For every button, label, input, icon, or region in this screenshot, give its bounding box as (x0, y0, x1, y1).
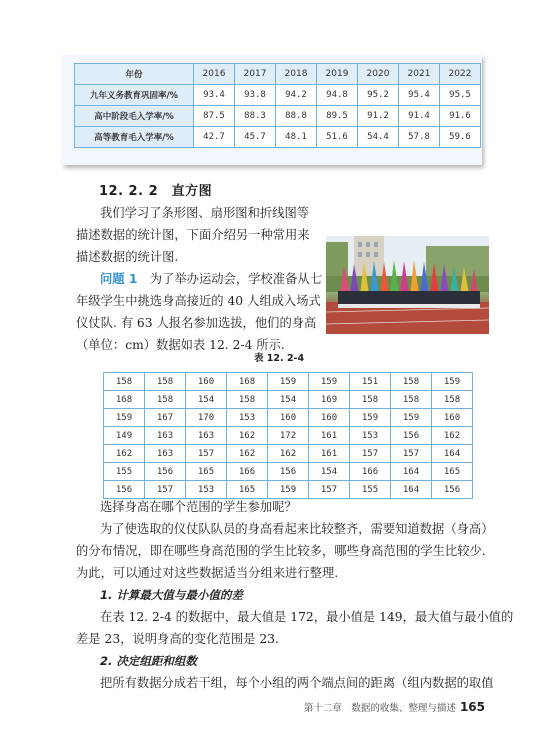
height-cell: 163 (145, 445, 186, 463)
paragraph-line: 在表 12. 2-4 的数据中，最大值是 172，最小值是 149，最大值与最小值的 (100, 610, 514, 624)
height-cell: 154 (309, 463, 350, 481)
value-cell: 93.4 (194, 85, 235, 106)
height-cell: 156 (268, 463, 309, 481)
chapter-title: 第十二章 数据的收集、整理与描述 (303, 703, 456, 714)
height-cell: 165 (432, 463, 473, 481)
value-cell: 51.6 (317, 127, 358, 148)
table-row (104, 409, 473, 427)
enrollment-row (75, 85, 481, 106)
value-cell: 54.4 (358, 127, 399, 148)
height-cell: 160 (186, 373, 227, 391)
table-row (104, 445, 473, 463)
table-caption: 表 12. 2-4 (254, 353, 305, 364)
question-line: 选择身高在哪个范围的学生参加呢？ (100, 500, 297, 514)
value-cell: 91.4 (399, 106, 440, 127)
intro-line: 我们学习了条形图、扇形图和折线图等 (100, 206, 310, 220)
height-cell: 159 (391, 409, 432, 427)
honor-guard-photo-art (326, 236, 489, 334)
paragraph-line: 差是 23，说明身高的变化范围是 23. (76, 632, 279, 646)
paragraph-line: 的分布情况，即在哪些身高范围的学生比较多，哪些身高范围的学生比较少. (76, 544, 486, 558)
height-cell: 156 (104, 481, 145, 499)
value-cell: 59.6 (440, 127, 481, 148)
height-cell: 157 (391, 445, 432, 463)
height-cell: 157 (186, 445, 227, 463)
height-cell: 162 (268, 445, 309, 463)
height-cell: 156 (432, 481, 473, 499)
year-cell: 2016 (194, 64, 235, 85)
page-footer (300, 700, 485, 714)
height-cell: 158 (391, 391, 432, 409)
value-cell: 93.8 (235, 85, 276, 106)
height-cell: 158 (432, 391, 473, 409)
value-cell: 95.5 (440, 85, 481, 106)
value-cell: 48.1 (276, 127, 317, 148)
height-cell: 158 (227, 391, 268, 409)
intro-line: 描述数据的统计图，下面介绍另一种常用来 (76, 228, 310, 242)
height-cell: 168 (227, 373, 268, 391)
height-cell: 157 (145, 481, 186, 499)
problem-line: 仪仗队. 有 63 人报名参加选拔，他们的身高 (76, 316, 317, 330)
height-cell: 155 (104, 463, 145, 481)
intro-line: 描述数据的统计图. (76, 250, 179, 264)
height-cell: 165 (186, 463, 227, 481)
height-cell: 156 (391, 427, 432, 445)
step1-heading: 1. 计算最大值与最小值的差 (100, 588, 243, 602)
table-row (104, 463, 473, 481)
height-cell: 149 (104, 427, 145, 445)
year-cell: 2021 (399, 64, 440, 85)
paragraph-line: 把所有数据分成若干组，每个小组的两个端点间的距离（组内数据的取值 (100, 676, 494, 690)
height-cell: 159 (268, 481, 309, 499)
height-cell: 156 (145, 463, 186, 481)
height-cell: 159 (268, 373, 309, 391)
height-cell: 157 (309, 481, 350, 499)
problem-line: （单位：cm）数据如表 12. 2-4 所示. (76, 338, 285, 352)
row-label: 高等教育毛入学率/% (75, 127, 194, 148)
page-number: 165 (459, 700, 485, 714)
year-cell: 2020 (358, 64, 399, 85)
height-cell: 159 (432, 373, 473, 391)
height-cell: 158 (145, 391, 186, 409)
height-cell: 154 (186, 391, 227, 409)
value-cell: 88.8 (276, 106, 317, 127)
height-cell: 164 (432, 445, 473, 463)
enrollment-table (74, 63, 481, 148)
height-cell: 151 (350, 373, 391, 391)
value-cell: 57.8 (399, 127, 440, 148)
height-cell: 159 (104, 409, 145, 427)
table-row (104, 391, 473, 409)
section-heading (99, 180, 212, 199)
enrollment-table-panel (62, 55, 482, 165)
height-cell: 170 (186, 409, 227, 427)
height-cell: 161 (309, 427, 350, 445)
height-cell: 158 (145, 373, 186, 391)
height-cell: 168 (104, 391, 145, 409)
value-cell: 42.7 (194, 127, 235, 148)
height-cell: 160 (268, 409, 309, 427)
year-cell: 2018 (276, 64, 317, 85)
enrollment-header-row (75, 64, 481, 85)
year-cell: 2017 (235, 64, 276, 85)
height-cell: 165 (227, 481, 268, 499)
height-cell: 157 (350, 445, 391, 463)
height-cell: 159 (350, 409, 391, 427)
value-cell: 89.5 (317, 106, 358, 127)
value-cell: 94.2 (276, 85, 317, 106)
section-title: 直方图 (171, 184, 213, 199)
problem-text: 为了举办运动会，学校准备从七 (149, 272, 322, 286)
step2-heading: 2. 决定组距和组数 (100, 654, 197, 668)
height-cell: 162 (227, 427, 268, 445)
value-cell: 95.4 (399, 85, 440, 106)
honor-guard-photo (326, 236, 489, 334)
height-cell: 158 (104, 373, 145, 391)
height-cell: 161 (309, 445, 350, 463)
height-cell: 160 (432, 409, 473, 427)
value-cell: 88.3 (235, 106, 276, 127)
value-cell: 91.6 (440, 106, 481, 127)
height-cell: 162 (432, 427, 473, 445)
height-cell: 166 (227, 463, 268, 481)
enrollment-row (75, 127, 481, 148)
height-cell: 155 (350, 481, 391, 499)
height-cell: 162 (227, 445, 268, 463)
height-cell: 172 (268, 427, 309, 445)
section-number: 12. 2. 2 (99, 184, 159, 199)
height-cell: 158 (391, 373, 432, 391)
enrollment-header-label: 年份 (75, 64, 194, 85)
height-cell: 153 (227, 409, 268, 427)
height-cell: 164 (391, 463, 432, 481)
paragraph-line: 为此，可以通过对这些数据适当分组来进行整理. (76, 566, 339, 580)
value-cell: 95.2 (358, 85, 399, 106)
height-cell: 164 (391, 481, 432, 499)
height-cell: 153 (186, 481, 227, 499)
height-cell: 153 (350, 427, 391, 445)
year-cell: 2019 (317, 64, 358, 85)
height-cell: 166 (350, 463, 391, 481)
value-cell: 45.7 (235, 127, 276, 148)
paragraph-line: 为了使选取的仪仗队队员的身高看起来比较整齐，需要知道数据（身高） (100, 522, 494, 536)
problem-label: 问题 1 (100, 272, 138, 286)
height-cell: 159 (309, 373, 350, 391)
problem-line: 年级学生中挑选身高接近的 40 人组成入场式 (76, 294, 321, 308)
value-cell: 94.8 (317, 85, 358, 106)
height-cell: 169 (309, 391, 350, 409)
height-cell: 154 (268, 391, 309, 409)
height-cell: 163 (145, 427, 186, 445)
height-cell: 162 (104, 445, 145, 463)
enrollment-row (75, 106, 481, 127)
height-table (103, 372, 473, 499)
value-cell: 87.5 (194, 106, 235, 127)
height-cell: 167 (145, 409, 186, 427)
row-label: 九年义务教育巩固率/% (75, 85, 194, 106)
height-cell: 163 (186, 427, 227, 445)
height-cell: 160 (309, 409, 350, 427)
row-label: 高中阶段毛入学率/% (75, 106, 194, 127)
height-cell: 158 (350, 391, 391, 409)
table-row (104, 373, 473, 391)
problem-first-line (100, 268, 322, 290)
value-cell: 91.2 (358, 106, 399, 127)
table-row (104, 427, 473, 445)
year-cell: 2022 (440, 64, 481, 85)
